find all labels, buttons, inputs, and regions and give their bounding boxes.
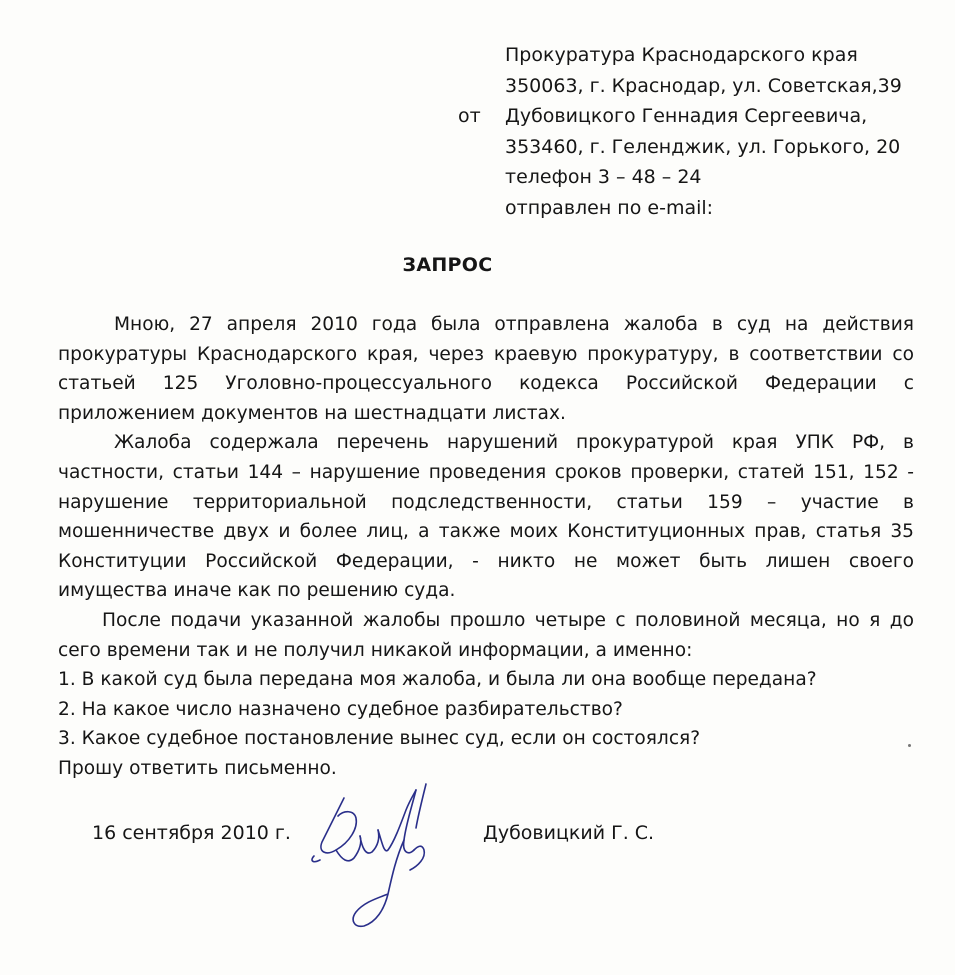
from-word: от — [458, 105, 481, 127]
address-block — [505, 40, 902, 223]
paragraph-complaint-sent: Мною, 27 апреля 2010 года была отправлена жалоба в суд на действия прокуратуры Краснодарского края, через краевую прокуратуру, в соответствии со статьей 125 Уголовно-процессуального кодекса Российской Федерации с приложением документов на шестнадцати листах. — [58, 314, 914, 424]
sender-name-line: Дубовицкого Геннадия Сергеевича, — [505, 105, 868, 127]
recipient-line: Прокуратура Краснодарского края — [505, 44, 858, 66]
sender-address-line: 353460, г. Геленджик, ул. Горького, 20 — [505, 135, 901, 158]
closing-request: Прошу ответить письменно. — [58, 757, 337, 779]
paper-speck — [908, 744, 911, 747]
question-item-2: 2. На какое число назначено судебное разбирательство? — [58, 698, 623, 720]
signature-date: 16 сентября 2010 г. — [92, 822, 291, 844]
paragraph-no-information: После подачи указанной жалобы прошло четыре с половиной месяца, но я до сего времени так и не получил никакой информации, а именно: — [58, 609, 914, 661]
document-body — [58, 310, 914, 784]
handwritten-signature — [300, 780, 460, 940]
question-item-3: 3. Какое судебное постановление вынес суд, если он состоялся? — [58, 728, 701, 750]
recipient-address-line: 350063, г. Краснодар, ул. Советская,39 — [505, 74, 902, 97]
question-item-1: 1. В какой суд была передана моя жалоба, и была ли она вообще передана? — [58, 669, 817, 691]
document-title: ЗАПРОС — [402, 254, 493, 276]
signer-name: Дубовицкий Г. С. — [483, 822, 655, 844]
sent-by-email-line: отправлен по e-mail: — [505, 196, 714, 219]
paragraph-complaint-contents: Жалоба содержала перечень нарушений прокуратурой края УПК РФ, в частности, статьи 144 – нарушение проведения сроков проверки, статей 151, 152 - нарушение территориальной подследственности, статьи 159 – участие в мошенничестве двух и более лиц, а также моих Конституционных прав, статья 35 Конституции Российской Федерации, - никто не может быть лишен своего имущества иначе как по решению суда. — [58, 432, 914, 602]
sender-phone-line: телефон 3 – 48 – 24 — [505, 166, 702, 188]
